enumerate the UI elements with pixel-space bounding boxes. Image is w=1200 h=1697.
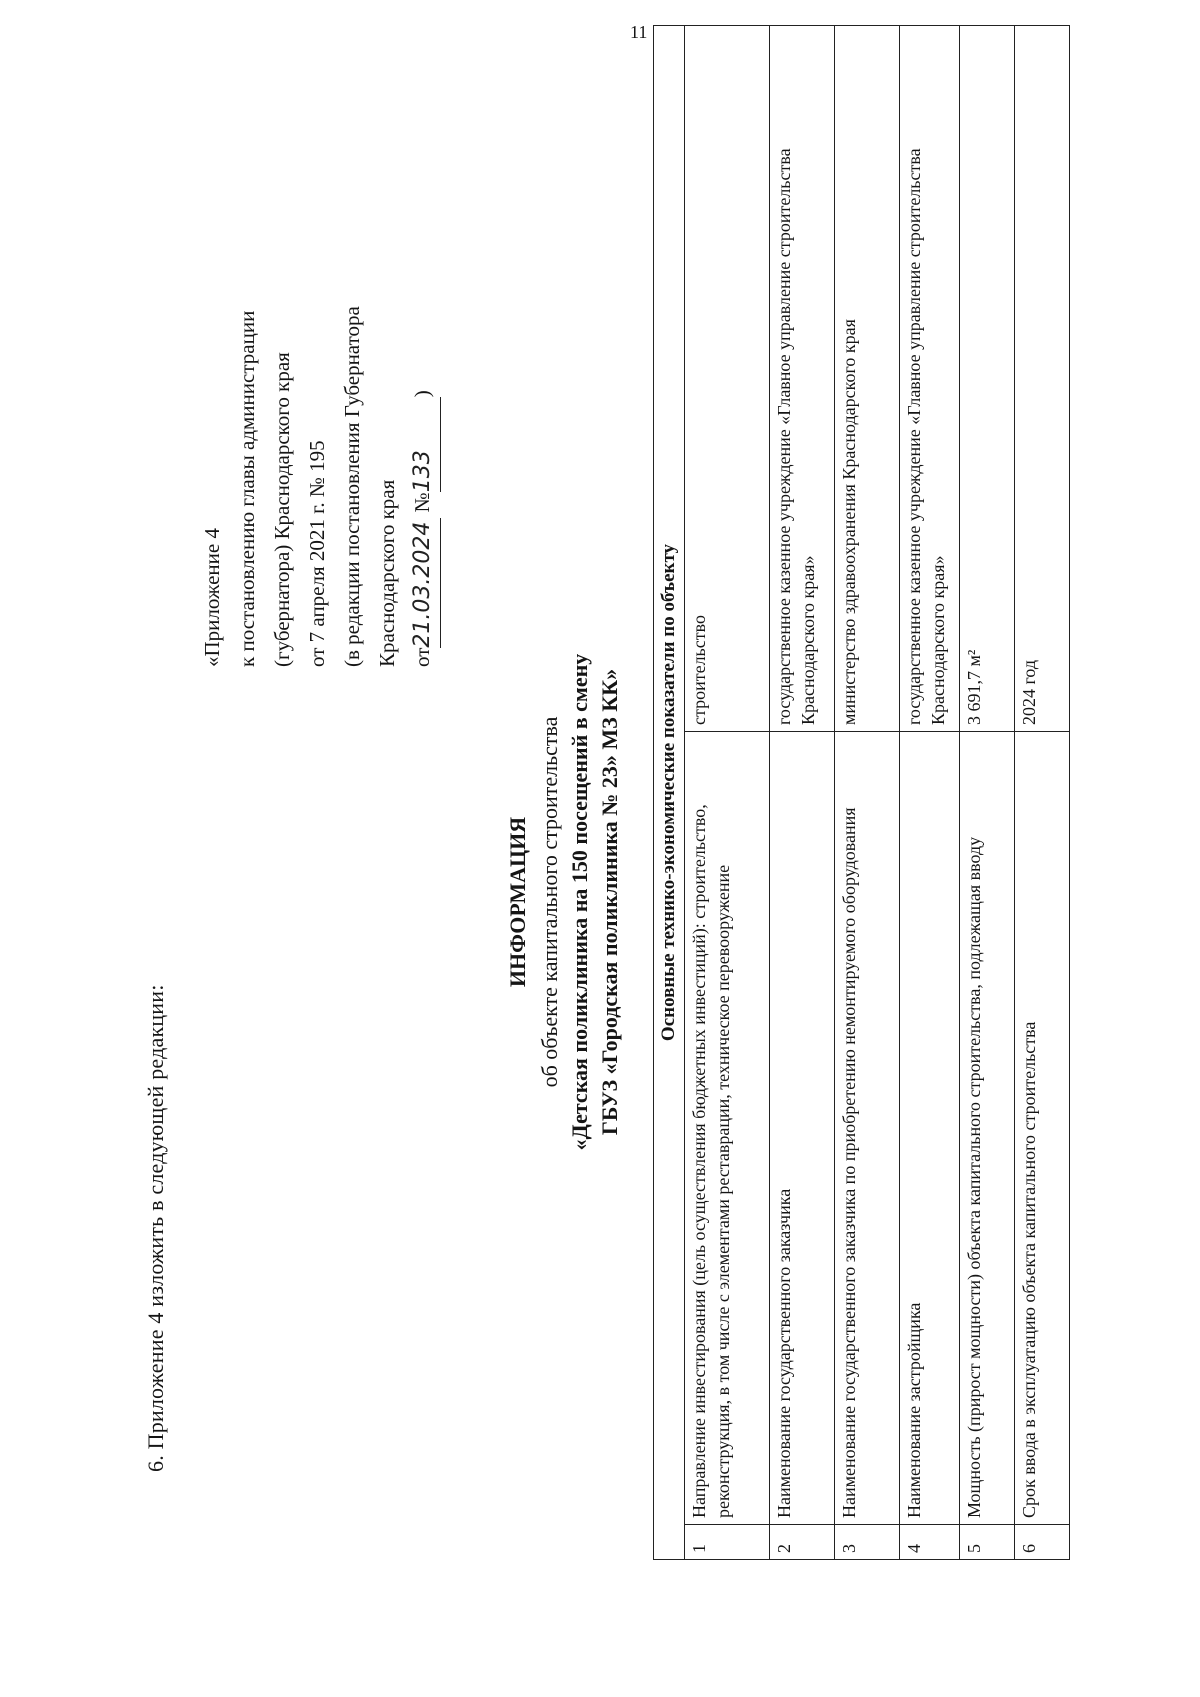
appendix-date-line: [405, 127, 441, 667]
row-number: 3: [835, 1525, 900, 1560]
table-row: [835, 26, 900, 1560]
row-number: 2: [770, 1525, 835, 1560]
title-line-2: об объекте капитального строительства: [537, 716, 562, 1088]
appendix-line-2: к постановлению главы администрации: [235, 310, 259, 667]
title-heading: ИНФОРМАЦИЯ: [505, 816, 530, 988]
table-row: [1015, 26, 1070, 1560]
row-label: Срок ввода в эксплуатацию объекта капитального строительства: [1015, 732, 1070, 1525]
table-header: Основные технико-экономические показатели по объекту: [654, 26, 685, 1560]
row-value: 3 691,7 м²: [960, 26, 1015, 732]
row-number: 6: [1015, 1525, 1070, 1560]
title-line-4: ГБУЗ «Городская поликлиника № 23» МЗ КК»: [597, 668, 622, 1136]
appendix-line-1: «Приложение 4: [200, 528, 224, 667]
appendix-line-4: от 7 апреля 2021 г. № 195: [305, 440, 329, 667]
table-row: [770, 26, 835, 1560]
table-row: [960, 26, 1015, 1560]
row-value: 2024 год: [1015, 26, 1070, 732]
row-label: Направление инвестирования (цель осуществления бюджетных инвестиций): строительство, реконструкция, в том числе с элементами реставрации, техническое перевооружение: [685, 732, 770, 1525]
row-number: 5: [960, 1525, 1015, 1560]
appendix-line-3: (губернатора) Краснодарского края: [270, 352, 294, 667]
row-label: Мощность (прирост мощности) объекта капитального строительства, подлежащая вводу: [960, 732, 1015, 1525]
row-number: 1: [685, 1525, 770, 1560]
indicators-table: [653, 25, 1070, 1560]
appendix-line-5: (в редакции постановления Губернатора: [340, 306, 364, 667]
row-number: 4: [900, 1525, 960, 1560]
row-label: Наименование государственного заказчика по приобретению немонтируемого оборудования: [835, 732, 900, 1525]
from-label: от: [410, 647, 434, 667]
page-number: 11: [630, 22, 648, 42]
row-value: министерство здравоохранения Краснодарского края: [835, 26, 900, 732]
intro-paragraph: 6. Приложение 4 изложить в следующей редакции:: [143, 984, 168, 1472]
row-label: Наименование государственного заказчика: [770, 732, 835, 1525]
title-line-3: «Детская поликлиника на 150 посещений в смену: [567, 653, 592, 1151]
number-label: №: [410, 492, 434, 513]
appendix-header: [195, 127, 441, 667]
handwritten-number: 133: [405, 397, 441, 492]
table-row: [685, 26, 770, 1560]
row-value: государственное казенное учреждение «Главное управление строительства Краснодарского края»: [900, 26, 960, 732]
row-value: строительство: [685, 26, 770, 732]
table-row: [900, 26, 960, 1560]
closing-paren: ): [410, 390, 434, 398]
row-label: Наименование застройщика: [900, 732, 960, 1525]
appendix-line-6: Краснодарского края: [375, 479, 399, 667]
handwritten-date: 21.03.2024: [405, 518, 441, 648]
row-value: государственное казенное учреждение «Главное управление строительства Краснодарского края»: [770, 26, 835, 732]
